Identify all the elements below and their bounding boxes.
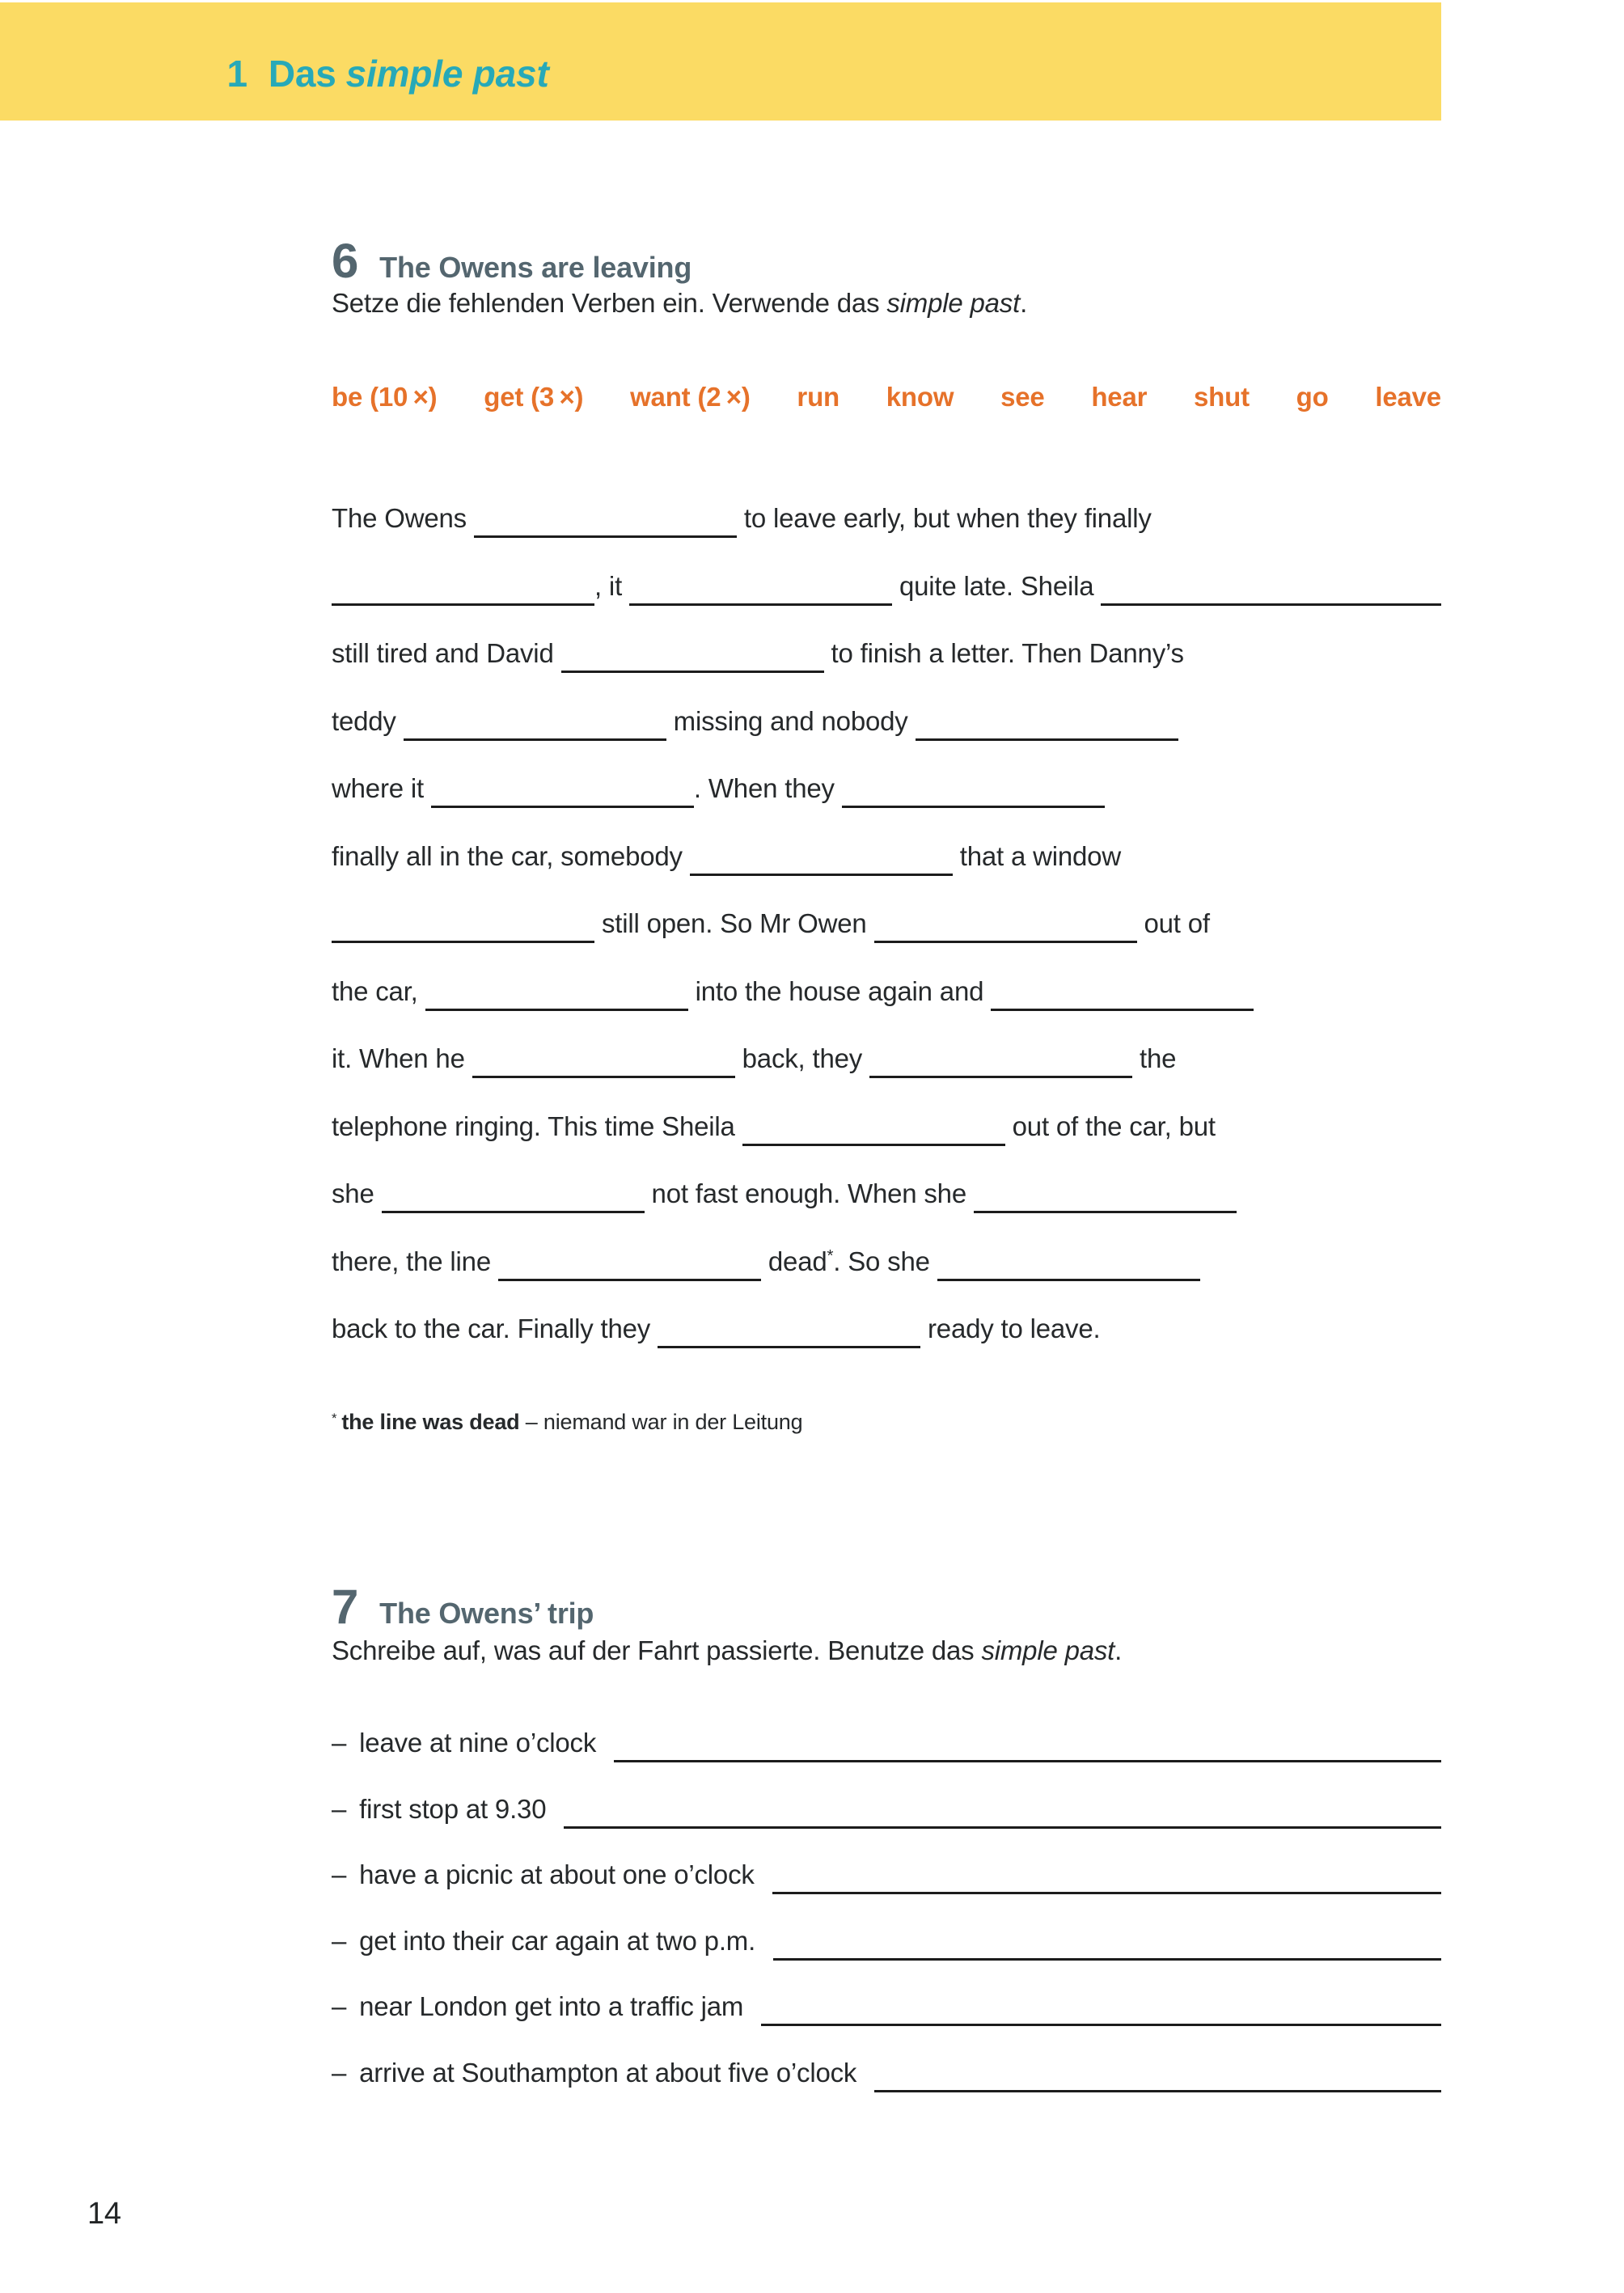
answer-blank: [690, 874, 953, 876]
footnote-asterisk: *: [332, 1410, 337, 1426]
gap-fill-line: [332, 1026, 1441, 1094]
gap-line-text: out of the car, but: [1004, 1111, 1216, 1141]
answer-blank: [773, 1958, 1441, 1961]
prompt-text: get into their car again at two p.m.: [359, 1925, 756, 1956]
answer-blank: [1101, 603, 1441, 606]
prompt-dash: –: [332, 1859, 347, 1889]
footnote-term: the line was dead: [341, 1410, 520, 1434]
answer-blank: [425, 1009, 688, 1011]
gap-line-text: The Owens: [332, 503, 474, 533]
prompt-list: [332, 1716, 1441, 2112]
gap-line-text: to finish a letter. Then Danny’s: [823, 638, 1184, 668]
answer-blank: [874, 941, 1137, 943]
exercise-6-instruction: [332, 288, 1441, 319]
prompt-dash: –: [332, 2057, 347, 2088]
gap-line-text: telephone ringing. This time Sheila: [332, 1111, 742, 1141]
answer-blank: [614, 1760, 1441, 1762]
answer-blank: [564, 1826, 1441, 1829]
chapter-number: 1: [226, 53, 247, 95]
gap-line-text: . So she: [833, 1246, 937, 1276]
answer-blank: [658, 1346, 920, 1348]
answer-blank: [404, 738, 666, 741]
word-bank-item: be (10 ×): [332, 382, 438, 412]
exercise-7-title: The Owens’ trip: [379, 1597, 594, 1630]
gap-line-text: she: [332, 1178, 382, 1208]
gap-line-text: it. When he: [332, 1043, 472, 1073]
exercise-7-header: [332, 1579, 1441, 1635]
exercise-6-number: 6: [332, 234, 359, 288]
word-bank-item: know: [886, 382, 954, 412]
page-number: 14: [87, 2197, 121, 2231]
gap-line-text: the car,: [332, 975, 425, 1006]
word-bank-item: run: [797, 382, 839, 412]
answer-blank: [916, 738, 1178, 741]
prompt-text: have a picnic at about one o’clock: [359, 1859, 755, 1889]
gap-line-text: . When they: [693, 773, 842, 803]
answer-blank: [629, 603, 892, 606]
answer-blank: [869, 1076, 1132, 1078]
gap-line-text: back, they: [734, 1043, 870, 1073]
prompt-text: first stop at 9.30: [359, 1793, 547, 1824]
gap-line-text: finally all in the car, somebody: [332, 840, 690, 871]
gap-fill-line: [332, 1161, 1441, 1229]
answer-blank: [382, 1211, 645, 1213]
gap-line-text: back to the car. Finally they: [332, 1314, 658, 1343]
gap-line-text: , it: [594, 570, 630, 601]
prompt-text: arrive at Southampton at about five o’clock: [359, 2057, 857, 2088]
gap-fill-line: [332, 823, 1441, 891]
word-bank: [332, 382, 1441, 412]
prompt-item: [332, 1980, 1441, 2046]
answer-blank: [332, 941, 594, 943]
page-content: [332, 0, 1441, 2293]
footnote-dash: –: [519, 1410, 543, 1434]
gap-fill-line: [332, 958, 1441, 1026]
gap-line-text: not fast enough. When she: [644, 1178, 974, 1208]
gap-line-text: quite late. Sheila: [892, 570, 1102, 601]
answer-blank: [561, 671, 824, 673]
answer-blank: [842, 806, 1105, 808]
exercise-6-title: The Owens are leaving: [379, 251, 692, 284]
instruction-end: .: [1020, 288, 1028, 318]
chapter-title-regular: Das: [268, 53, 336, 95]
gap-line-text: teddy: [332, 705, 404, 736]
word-bank-item: hear: [1091, 382, 1148, 412]
prompt-item: [332, 1716, 1441, 1783]
instruction-italic: simple past: [886, 288, 1021, 318]
answer-blank: [874, 2090, 1441, 2092]
gap-fill-line: [332, 485, 1441, 553]
prompt-dash: –: [332, 1991, 347, 2021]
word-bank-item: go: [1296, 382, 1329, 412]
gap-line-text: to leave early, but when they finally: [736, 503, 1152, 533]
word-bank-item: see: [1000, 382, 1045, 412]
answer-blank: [974, 1211, 1237, 1213]
prompt-text: near London get into a traffic jam: [359, 1991, 744, 2021]
word-bank-item: leave: [1375, 382, 1441, 412]
word-bank-item: want (2 ×): [630, 382, 751, 412]
instruction-text: Setze die fehlenden Verben ein. Verwende das: [332, 288, 887, 318]
gap-line-text: there, the line: [332, 1246, 498, 1276]
chapter-title-italic: simple past: [345, 53, 549, 95]
gap-line-text: still tired and David: [332, 638, 561, 668]
gap-fill-line: [332, 1094, 1441, 1161]
gap-fill-line: [332, 1229, 1441, 1297]
gap-line-text: still open. So Mr Owen: [594, 908, 874, 938]
answer-blank: [742, 1144, 1005, 1146]
prompt-dash: –: [332, 1793, 347, 1824]
word-bank-item: get (3 ×): [484, 382, 584, 412]
prompt-dash: –: [332, 1925, 347, 1956]
answer-blank: [472, 1076, 735, 1078]
answer-blank: [332, 603, 594, 606]
answer-blank: [937, 1279, 1200, 1281]
prompt-item: [332, 1914, 1441, 1981]
prompt-item: [332, 1783, 1441, 1849]
gap-fill-line: [332, 553, 1441, 621]
answer-blank: [431, 806, 694, 808]
prompt-dash: –: [332, 1728, 347, 1758]
footnote: [332, 1410, 1441, 1435]
answer-blank: [474, 535, 737, 538]
gap-fill-line: [332, 688, 1441, 756]
gap-line-text: the: [1132, 1043, 1177, 1073]
instruction-end: .: [1114, 1635, 1123, 1665]
gap-fill-line: [332, 755, 1441, 823]
gap-line-text: out of: [1136, 908, 1210, 938]
footnote-translation: niemand war in der Leitung: [543, 1410, 803, 1434]
gap-line-text: dead: [760, 1246, 827, 1276]
exercise-7-instruction: [332, 1635, 1441, 1666]
footnote-marker: *: [827, 1246, 834, 1266]
exercise-6-header: [332, 233, 1441, 289]
gap-line-text: ready to leave.: [920, 1314, 1101, 1343]
prompt-item: [332, 2046, 1441, 2113]
gap-fill-line: [332, 620, 1441, 688]
word-bank-item: shut: [1194, 382, 1250, 412]
answer-blank: [761, 2024, 1441, 2026]
answer-blank: [991, 1009, 1254, 1011]
gap-line-text: where it: [332, 773, 431, 803]
prompt-text: leave at nine o’clock: [359, 1728, 597, 1758]
instruction-italic: simple past: [981, 1635, 1115, 1665]
exercise-7-number: 7: [332, 1580, 359, 1634]
gap-fill-line: [332, 891, 1441, 958]
gap-line-text: that a window: [952, 840, 1121, 871]
gap-line-text: into the house again and: [687, 975, 992, 1006]
gap-fill-line: [332, 1296, 1441, 1364]
gap-line-text: missing and nobody: [666, 705, 916, 736]
answer-blank: [772, 1892, 1441, 1894]
answer-blank: [498, 1279, 761, 1281]
prompt-item: [332, 1848, 1441, 1914]
instruction-text: Schreibe auf, was auf der Fahrt passierte. Benutze das: [332, 1635, 982, 1665]
gap-fill-text: [332, 485, 1441, 1364]
